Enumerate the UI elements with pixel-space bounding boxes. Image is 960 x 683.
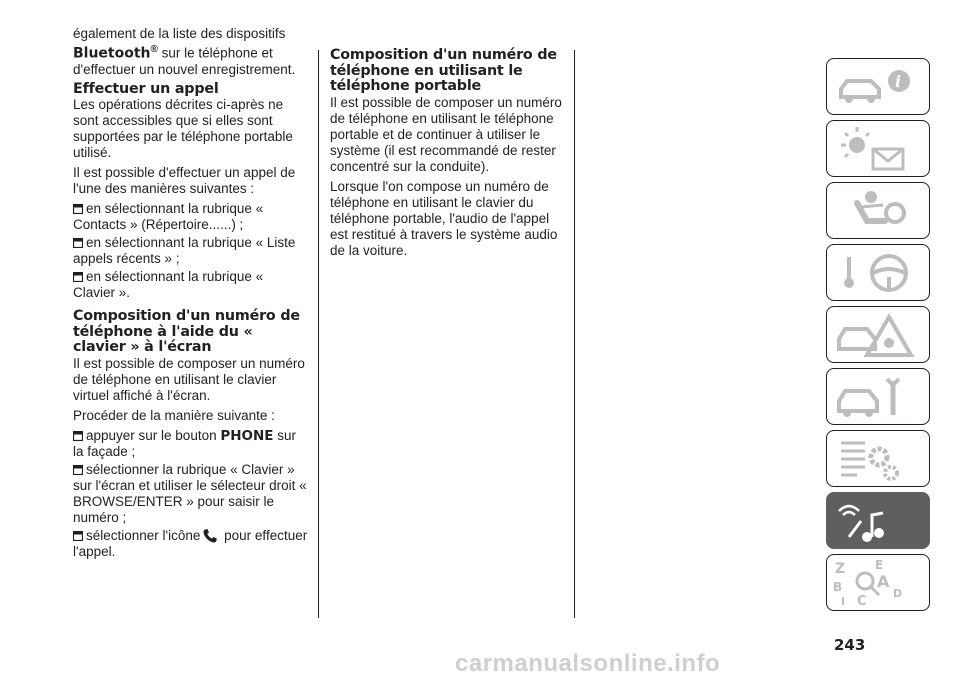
page-number: 243 (834, 636, 866, 654)
bullet-icon (73, 204, 83, 214)
registered-mark: ® (150, 44, 158, 55)
middle-column (330, 48, 565, 263)
tab-emergency[interactable] (826, 306, 930, 363)
svg-text:E: E (875, 558, 884, 572)
intro-text-2: sur le téléphone et (157, 45, 273, 61)
bullet-icon (73, 238, 83, 248)
left-column (73, 26, 308, 562)
svg-text:B: B (833, 580, 843, 594)
tab-starting-driving[interactable] (826, 244, 930, 301)
list-item: sélectionner l'icône pour effectuer l'appel. (73, 527, 308, 559)
column-divider (574, 50, 575, 618)
phone-button-label: PHONE (220, 427, 274, 444)
car-info-icon (827, 59, 931, 116)
index-alphabet-icon (827, 555, 931, 612)
warning-lights-message-icon (827, 121, 931, 178)
paragraph-compose-2: Procéder de la manière suivante : (73, 407, 275, 423)
svg-text:A: A (877, 572, 890, 591)
column-divider (318, 50, 319, 618)
multimedia-music-icon (827, 493, 931, 550)
car-warning-triangle-icon (827, 307, 931, 364)
bullet-icon (73, 531, 83, 541)
bullet-icon (73, 431, 83, 441)
intro-text: également de la liste des dispositifs (73, 26, 286, 41)
list-item: appuyer sur le bouton PHONE sur la façade ; (73, 427, 297, 459)
tab-car-info[interactable] (826, 58, 930, 115)
heading-compose-phone: Composition d'un numéro de téléphone en utilisant le téléphone portable (330, 47, 557, 94)
list-item: en sélectionnant la rubrique « Liste appels récents » ; (73, 235, 296, 266)
bluetooth-term: Bluetooth (73, 45, 151, 62)
tab-specifications[interactable] (826, 430, 930, 487)
tab-warning-lights[interactable] (826, 120, 930, 177)
list-item: en sélectionnant la rubrique « Contacts » (Répertoire......) ; (73, 201, 264, 232)
bullet-icon (73, 465, 83, 475)
watermark: carmanualsonline.info (455, 650, 721, 677)
list-item: sélectionner la rubrique « Clavier » sur l'écran et utiliser le sélecteur droit « BROWSE/ENTER » pour saisir le numéro ; (73, 461, 307, 525)
tab-maintenance[interactable] (826, 368, 930, 425)
paragraph-call-1: Les opérations décrites ci-après ne sont accessibles que si elles sont supportées par le téléphone portable utilisé. (73, 97, 293, 160)
heading-make-call: Effectuer un appel (73, 80, 219, 97)
paragraph-phone-2: Lorsque l'on compose un numéro de téléphone en utilisant le clavier du téléphone portable, l'audio de l'appel est restitué à travers le système audio de la voiture. (330, 178, 558, 258)
svg-text:i: i (895, 72, 902, 91)
svg-text:C: C (857, 594, 867, 609)
tab-safety[interactable] (826, 182, 930, 239)
svg-text:D: D (893, 587, 903, 600)
car-maintenance-wrench-icon (827, 369, 931, 426)
paragraph-compose-1: Il est possible de composer un numéro de téléphone en utilisant le clavier virtuel affiché à l'écran. (73, 355, 305, 403)
tab-index[interactable] (826, 554, 930, 611)
tab-multimedia[interactable] (826, 492, 930, 549)
heading-compose-screen: Composition d'un numéro de téléphone à l'aide du « clavier » à l'écran (73, 308, 300, 355)
svg-text:Z: Z (835, 561, 846, 577)
intro-text-3: d'effectuer un nouvel enregistrement. (73, 61, 296, 77)
specifications-gears-icon (827, 431, 931, 488)
paragraph-call-2: Il est possible d'effectuer un appel de l'une des manières suivantes : (73, 165, 296, 196)
steering-wheel-key-icon (827, 245, 931, 302)
paragraph-phone-1: Il est possible de composer un numéro de téléphone en utilisant le téléphone portable et de continuer à utiliser le système (il est recommandé de rester concentré sur la conduite). (330, 94, 562, 174)
bullet-icon (73, 272, 83, 282)
phone-handset-icon (202, 528, 218, 544)
intro-paragraph (73, 26, 308, 78)
seat-airbag-icon (827, 183, 931, 240)
svg-text:I: I (841, 595, 846, 608)
list-item: en sélectionnant la rubrique « Clavier ». (73, 269, 264, 300)
